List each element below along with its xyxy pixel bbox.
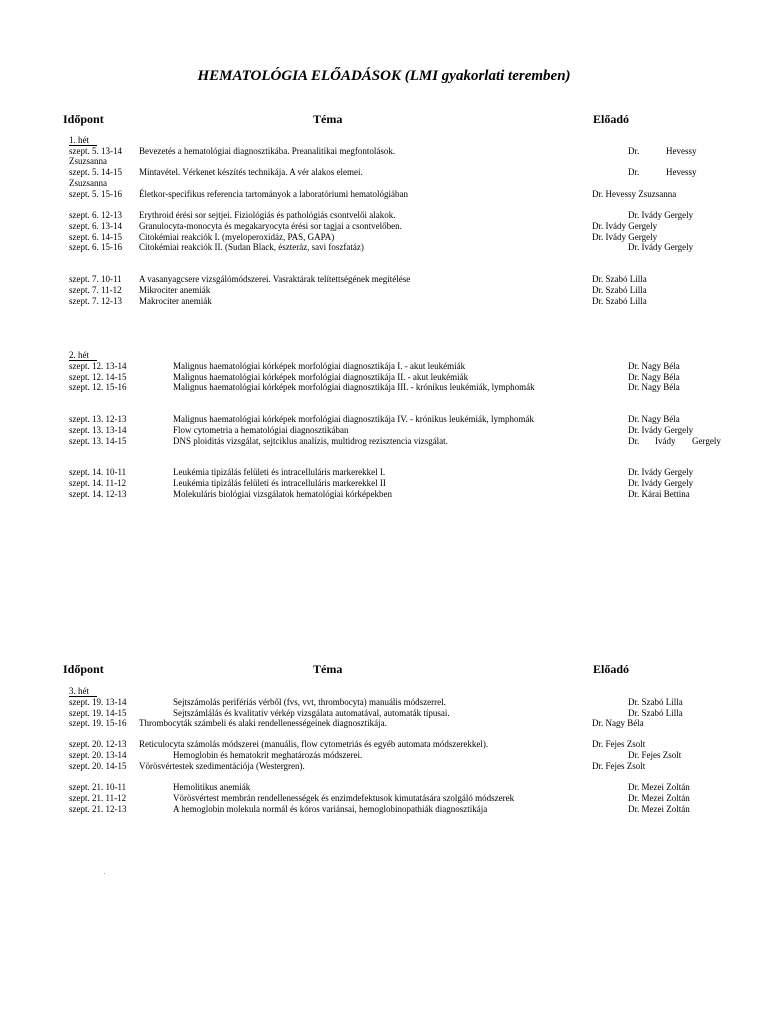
row-time: szept. 13. 12-13 — [69, 414, 127, 424]
row-time: szept. 19. 14-15 — [69, 708, 127, 718]
row-topic: Reticulocyta számolás módszerei (manuális, flow cytometriás és egyéb automata módszerekkel). — [139, 739, 489, 749]
schedule-row — [0, 221, 768, 232]
page-title: HEMATOLÓGIA ELŐADÁSOK (LMI gyakorlati teremben) — [197, 68, 571, 84]
row-speaker: Dr. Nagy Béla — [628, 414, 680, 424]
schedule-row — [0, 361, 768, 372]
row-time: szept. 6. 12-13 — [69, 210, 122, 220]
row-speaker-mid: Ivády — [655, 436, 676, 446]
schedule-row — [0, 414, 768, 425]
row-topic: Malignus haematológiai kórképek morfológiai diagnosztikája III. - krónikus leukémiák, lymphomák — [173, 382, 535, 392]
row-topic: Makrociter anemiák — [139, 296, 212, 306]
row-speaker: Dr. — [628, 167, 640, 177]
row-time: szept. 20. 12-13 — [69, 739, 127, 749]
row-time: szept. 6. 14-15 — [69, 232, 122, 242]
row-speaker: Dr. Ivády Gergely — [628, 425, 694, 435]
schedule-row — [0, 296, 768, 307]
row-time: szept. 14. 12-13 — [69, 489, 127, 499]
row-speaker: Dr. Ivády Gergely — [628, 242, 694, 252]
row-time: szept. 7. 11-12 — [69, 285, 122, 295]
row-topic: A hemoglobin molekula normál és kóros variánsai, hemoglobinopathiák diagnosztikája — [173, 804, 488, 814]
row-speaker: Dr. Szabó Lilla — [592, 274, 647, 284]
row-speaker: Dr. Nagy Béla — [628, 382, 680, 392]
row-speaker: Dr. Nagy Béla — [628, 372, 680, 382]
row-speaker: Dr. Fejes Zsolt — [628, 750, 682, 760]
row-time: szept. 6. 15-16 — [69, 242, 122, 252]
footer-mark: . — [104, 870, 106, 876]
row-speaker-last: Hevessy — [666, 167, 697, 177]
row-topic: Leukémia tipizálás felületi és intracelluláris markerekkel I. — [173, 467, 386, 477]
row-topic: Hemolitikus anemiák — [173, 782, 251, 792]
schedule-row — [0, 210, 768, 221]
row-time: szept. 12. 14-15 — [69, 372, 127, 382]
row-time: szept. 14. 11-12 — [69, 478, 127, 488]
row-time: szept. 13. 14-15 — [69, 436, 127, 446]
row-speaker: Dr. Kárai Bettina — [628, 489, 690, 499]
week-label: 3. hét — [69, 686, 97, 697]
row-topic: Hemoglobin és hematokrit meghatározás módszerei. — [173, 750, 363, 760]
row-time: szept. 21. 12-13 — [69, 804, 127, 814]
row-speaker: Dr. Nagy Béla — [592, 718, 644, 728]
row-time: szept. 7. 12-13 — [69, 296, 122, 306]
row-topic: Mikrociter anemiák — [139, 285, 211, 295]
row-speaker: Dr. Ivády Gergely — [592, 232, 658, 242]
row-time: szept. 21. 11-12 — [69, 793, 127, 803]
row-topic: Sejtszámolás perifériás vérből (fvs, vvt, thrombocyta) manuális módszerrel. — [173, 697, 446, 707]
row-speaker: Dr. Ivády Gergely — [628, 210, 694, 220]
header-speaker: Előadó — [593, 112, 630, 126]
row-time: szept. 6. 13-14 — [69, 221, 122, 231]
schedule-row — [0, 425, 768, 436]
row-time: szept. 21. 10-11 — [69, 782, 127, 792]
week-label: 1. hét — [69, 135, 97, 146]
week-label: 2. hét — [69, 350, 97, 361]
row-speaker: Dr. Szabó Lilla — [592, 285, 647, 295]
row-time: szept. 14. 10-11 — [69, 467, 127, 477]
schedule-row — [0, 804, 768, 815]
header-time: Időpont — [63, 112, 104, 126]
row-time: szept. 13. 13-14 — [69, 425, 127, 435]
row-speaker: Dr. Mezei Zoltán — [628, 793, 690, 803]
row-speaker-wrap: Zsuzsanna — [69, 156, 107, 166]
schedule-row — [0, 718, 768, 729]
row-speaker: Dr. Szabó Lilla — [592, 296, 647, 306]
row-speaker: Dr. Szabó Lilla — [628, 697, 683, 707]
row-topic: Citokémiai reakciók II. (Sudan Black, észteráz, savi foszfatáz) — [139, 242, 364, 252]
schedule-row — [0, 793, 768, 804]
schedule-row — [0, 761, 768, 772]
row-speaker: Dr. Mezei Zoltán — [628, 804, 690, 814]
schedule-row — [0, 750, 768, 761]
row-speaker: Dr. Fejes Zsolt — [592, 739, 646, 749]
row-topic: Molekuláris biológiai vizsgálatok hematológiai kórképekben — [173, 489, 392, 499]
row-topic: Malignus haematológiai kórképek morfológiai diagnosztikája IV. - krónikus leukémiák, lymphomák — [173, 414, 535, 424]
schedule-row — [0, 739, 768, 750]
row-topic: Citokémiai reakciók I. (myeloperoxidáz, PAS, GAPA) — [139, 232, 335, 242]
row-speaker-wrap: Zsuzsanna — [69, 178, 107, 188]
row-time: szept. 5. 13-14 — [69, 146, 122, 156]
header-topic: Téma — [313, 112, 343, 126]
row-topic: Életkor-specifikus referencia tartományok a laboratóriumi hematológiában — [139, 189, 408, 199]
row-topic: Flow cytometria a hematológiai diagnosztikában — [173, 425, 349, 435]
row-speaker: Dr. — [628, 146, 640, 156]
row-topic: Mintavétel. Vérkenet készítés technikája. A vér alakos elemei. — [139, 167, 363, 177]
row-time: szept. 20. 14-15 — [69, 761, 127, 771]
row-topic: Thrombocyták számbeli és alaki rendellenességeinek diagnosztikája. — [139, 718, 387, 728]
row-speaker: Dr. Hevessy Zsuzsanna — [592, 189, 677, 199]
row-speaker: Dr. Ivády Gergely — [628, 478, 694, 488]
row-topic: Vörösvértest membrán rendellenességek és enzimdefektusok kimutatására szolgáló módszerek — [173, 793, 515, 803]
row-time: szept. 20. 13-14 — [69, 750, 127, 760]
row-topic: Vörösvértestek szedimentációja (Westergren). — [139, 761, 305, 771]
row-time: szept. 12. 15-16 — [69, 382, 127, 392]
schedule-row — [0, 274, 768, 285]
schedule-row — [0, 467, 768, 478]
row-time: szept. 19. 15-16 — [69, 718, 127, 728]
row-topic: Erythroid érési sor sejtjei. Fiziológiás és pathológiás csontvelői alakok. — [139, 210, 396, 220]
row-speaker-last: Gergely — [692, 436, 721, 446]
row-topic: Sejtszámlálás és kvalitatív vérkép vizsgálata automatával, automaták típusai. — [173, 708, 450, 718]
row-speaker-last: Hevessy — [666, 146, 697, 156]
row-time: szept. 5. 14-15 — [69, 167, 122, 177]
row-speaker: Dr. Fejes Zsolt — [592, 761, 646, 771]
header-topic: Téma — [313, 662, 343, 676]
schedule-row — [0, 189, 768, 200]
header-time: Időpont — [63, 662, 104, 676]
header-speaker: Előadó — [593, 662, 630, 676]
row-topic: Malignus haematológiai kórképek morfológiai diagnosztikája I. - akut leukémiák — [173, 361, 466, 371]
row-time: szept. 7. 10-11 — [69, 274, 122, 284]
row-speaker: Dr. Ivády Gergely — [628, 467, 694, 477]
schedule-row — [0, 697, 768, 708]
row-time: szept. 5. 15-16 — [69, 189, 122, 199]
row-speaker: Dr. — [628, 436, 640, 446]
row-topic: A vasanyagcsere vizsgálómódszerei. Vasraktárak telítettségének megítélése — [139, 274, 411, 284]
row-topic: Malignus haematológiai kórképek morfológiai diagnosztikája II. - akut leukémiák — [173, 372, 469, 382]
row-topic: Leukémia tipizálás felületi és intracelluláris markerekkel II — [173, 478, 386, 488]
schedule-row — [0, 782, 768, 793]
row-time: szept. 12. 13-14 — [69, 361, 127, 371]
row-speaker: Dr. Szabó Lilla — [628, 708, 683, 718]
schedule-row — [0, 167, 768, 178]
row-topic: DNS ploiditás vizsgálat, sejtciklus analízis, multidrog rezisztencia vizsgálat. — [173, 436, 448, 446]
schedule-row — [0, 285, 768, 296]
schedule-row — [0, 382, 768, 393]
row-speaker: Dr. Ivády Gergely — [592, 221, 658, 231]
schedule-row — [0, 489, 768, 500]
row-topic: Granulocyta-monocyta és megakaryocyta érési sor tagjai a csontvelőben. — [139, 221, 402, 231]
schedule-row — [0, 146, 768, 157]
schedule-row — [0, 242, 768, 253]
schedule-row — [0, 436, 768, 447]
row-speaker: Dr. Nagy Béla — [628, 361, 680, 371]
schedule-row — [0, 478, 768, 489]
row-topic: Bevezetés a hematológiai diagnosztikába. Preanalitikai megfontolások. — [139, 146, 396, 156]
row-time: szept. 19. 13-14 — [69, 697, 127, 707]
row-speaker: Dr. Mezei Zoltán — [628, 782, 690, 792]
